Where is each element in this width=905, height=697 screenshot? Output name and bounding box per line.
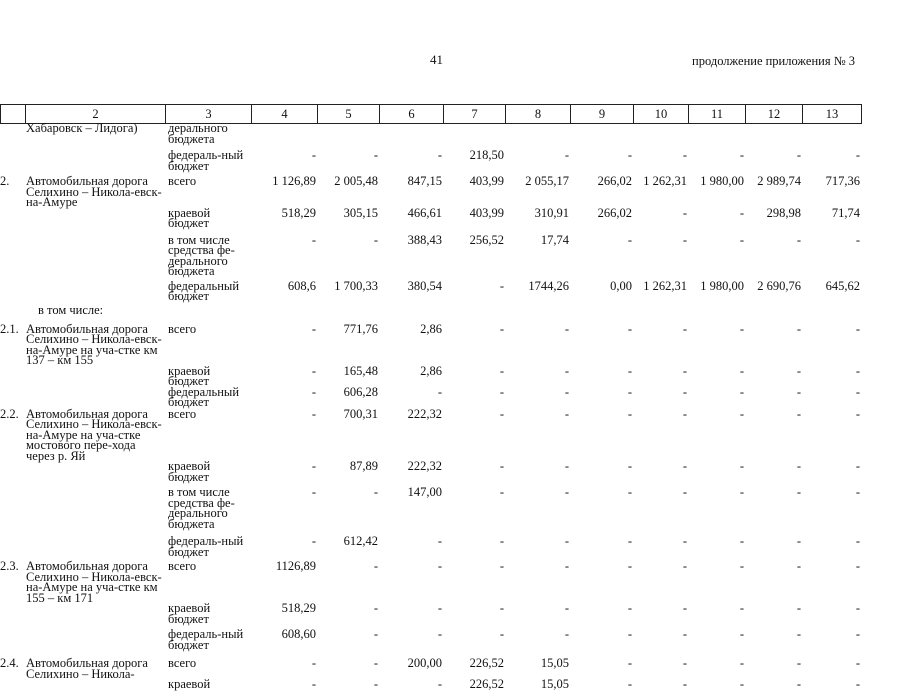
funding-source: краевой бюджет [168,363,211,388]
value-cell: - [682,559,687,573]
object-name [25,629,166,658]
object-name [25,487,166,536]
value-cell: - [373,485,378,499]
section-subheading-row [0,305,864,324]
value-cell: - [739,534,744,548]
row-number: 2.1. [0,321,19,336]
continuation-title: продолжение приложения № 3 [692,54,855,68]
value-cell: - [682,321,687,336]
column-header-6: 6 [380,105,444,124]
value-cell: - [627,459,632,473]
value-cell: 2 690,76 [757,278,801,293]
value-cell: 1 126,89 [272,174,316,188]
value-cell: 226,52 [469,656,504,670]
row-number [0,603,25,629]
value-cell: - [682,459,687,473]
funding-source: всего [168,656,197,670]
value-cell: - [437,384,442,399]
value-cell: - [682,406,687,421]
value-cell: 2,86 [420,321,442,336]
value-cell: - [564,406,569,421]
value-cell: - [311,232,316,247]
object-name: Автомобильная дорога Селихино – Никола-евск-на-Амуре [26,174,162,209]
value-cell: - [499,363,504,378]
value-cell: - [499,321,504,336]
value-cell: - [627,601,632,615]
row-number [0,387,25,409]
object-name: Автомобильная дорога Селихино – Никола-евск-на-Амуре на уча-стке км 155 – км 171 [26,559,162,605]
object-name [25,208,166,235]
value-cell: - [739,601,744,615]
value-cell: - [855,363,860,378]
value-cell: - [796,559,801,573]
subheading-text: в том числе: [38,302,104,317]
value-cell: - [437,677,442,691]
object-name [25,281,166,305]
value-cell: 15,05 [540,677,569,691]
value-cell: - [739,459,744,473]
value-cell: 305,15 [343,205,378,220]
column-header-3: 3 [166,105,252,124]
value-cell: - [499,485,504,499]
value-cell: - [373,148,378,162]
value-cell: - [739,148,744,162]
value-cell: - [796,321,801,336]
value-cell: - [682,656,687,670]
value-cell: 0,00 [610,278,632,293]
value-cell: - [311,384,316,399]
value-cell: - [739,321,744,336]
value-cell: - [627,627,632,641]
column-header-1 [1,105,26,124]
value-cell: - [739,559,744,573]
table-row [0,324,864,366]
row-number [0,150,25,176]
table-row [0,281,864,305]
table-row [0,658,864,679]
value-cell: - [855,656,860,670]
value-cell: - [855,406,860,421]
value-cell: - [855,559,860,573]
value-cell: - [796,485,801,499]
funding-source: всего [168,174,197,188]
value-cell: - [311,321,316,336]
value-cell: 2 989,74 [757,174,801,188]
value-cell: 717,36 [825,174,860,188]
row-number [0,629,25,658]
value-cell: - [437,601,442,615]
object-name: Хабаровск – Лидога) [26,121,138,135]
value-cell: 1126,89 [275,559,316,573]
value-cell: - [855,321,860,336]
value-cell [508,123,573,150]
table-row [0,208,864,235]
value-cell: 1 262,31 [643,278,687,293]
value-cell: - [499,384,504,399]
value-cell: - [627,406,632,421]
row-number [0,366,25,387]
value-cell: - [739,677,744,691]
table-row [0,536,864,561]
value-cell: - [855,148,860,162]
table-row [0,176,864,208]
value-cell: - [564,627,569,641]
funding-source: федеральный бюджет [168,278,240,303]
object-name: Автомобильная дорога Селихино – Никола- [26,656,148,681]
value-cell: 1 980,00 [700,278,744,293]
value-cell: - [739,205,744,220]
value-cell: 612,42 [343,534,378,548]
value-cell: 2 055,17 [525,174,569,188]
value-cell: - [855,384,860,399]
value-cell: - [796,232,801,247]
value-cell: 266,02 [597,205,632,220]
value-cell: 1 262,31 [643,174,687,188]
value-cell: 606,28 [343,384,378,399]
value-cell: - [682,677,687,691]
value-cell: - [564,321,569,336]
funding-source: федераль-ный бюджет [168,627,244,652]
value-cell: - [564,601,569,615]
funding-source: краевой бюджет [168,601,211,626]
funding-source: всего [168,406,197,421]
funding-source: в том числе средства фе-дерального бюджета [168,232,235,278]
table-row [0,679,864,697]
value-cell: 298,98 [766,205,801,220]
value-cell: - [311,534,316,548]
value-cell: 1 700,33 [334,278,378,293]
funding-source: всего [168,321,197,336]
column-header-4: 4 [252,105,318,124]
value-cell: - [796,656,801,670]
value-cell: 226,52 [469,677,504,691]
object-name [25,235,166,281]
value-cell: - [796,677,801,691]
value-cell: 310,91 [534,205,569,220]
row-number [0,235,25,281]
funding-source: краевой [168,677,211,691]
table-row [0,461,864,487]
value-cell: 771,76 [343,321,378,336]
value-cell: - [311,406,316,421]
value-cell: - [796,601,801,615]
value-cell: 147,00 [407,485,442,499]
value-cell: 466,61 [407,205,442,220]
value-cell: 17,74 [540,232,569,247]
value-cell: - [311,677,316,691]
value-cell: - [796,148,801,162]
value-cell: 87,89 [349,459,378,473]
value-cell: - [682,363,687,378]
value-cell: - [627,485,632,499]
column-header-11: 11 [689,105,746,124]
value-cell: - [682,485,687,499]
value-cell: - [311,656,316,670]
value-cell: - [739,656,744,670]
object-name [25,150,166,176]
value-cell: 518,29 [281,205,316,220]
value-cell: - [855,534,860,548]
value-cell: - [499,534,504,548]
table-row [0,629,864,658]
value-cell: - [739,485,744,499]
value-cell: - [739,363,744,378]
object-name [25,366,166,387]
row-number [0,679,25,697]
value-cell: - [739,627,744,641]
value-cell: - [373,656,378,670]
column-header-9: 9 [571,105,634,124]
value-cell: 71,74 [831,205,860,220]
value-cell: - [739,406,744,421]
value-cell: - [855,627,860,641]
value-cell: - [855,677,860,691]
value-cell: - [796,459,801,473]
value-cell: - [682,384,687,399]
object-name [25,679,166,697]
value-cell: - [373,601,378,615]
budget-table [0,123,864,697]
value-cell: - [499,601,504,615]
value-cell: - [311,363,316,378]
value-cell [748,123,805,150]
column-header-13: 13 [803,105,862,124]
value-cell: - [682,205,687,220]
value-cell: - [311,485,316,499]
row-number: 2.3. [0,559,19,573]
value-cell: 645,62 [825,278,860,293]
object-name: Автомобильная дорога Селихино – Никола-евск-на-Амуре на уча-стке мостового пере-хода через р. Яй [26,406,162,463]
value-cell: - [437,534,442,548]
value-cell: - [499,627,504,641]
value-cell: - [437,627,442,641]
funding-source: федераль-ный бюджет [168,148,244,173]
value-cell: 15,05 [540,656,569,670]
value-cell: 380,54 [407,278,442,293]
value-cell: - [739,232,744,247]
value-cell: - [437,148,442,162]
funding-source: федеральный бюджет [168,384,240,409]
value-cell: - [682,601,687,615]
row-number [0,536,25,561]
value-cell: - [796,363,801,378]
value-cell: - [373,232,378,247]
value-cell: - [855,485,860,499]
funding-source: федераль-ный бюджет [168,534,244,559]
value-cell: - [627,232,632,247]
value-cell: - [855,459,860,473]
column-header-10: 10 [634,105,689,124]
row-number [0,281,25,305]
value-cell: - [373,677,378,691]
value-cell: 266,02 [597,174,632,188]
value-cell: - [627,534,632,548]
object-name: Автомобильная дорога Селихино – Никола-евск-на-Амуре на уча-стке км 137 – км 155 [26,321,162,367]
value-cell [382,123,446,150]
value-cell: - [564,363,569,378]
row-number [0,123,25,150]
object-name [25,603,166,629]
value-cell: - [564,459,569,473]
value-cell: 256,52 [469,232,504,247]
value-cell: - [499,406,504,421]
value-cell: - [311,148,316,162]
value-cell: 608,60 [281,627,316,641]
value-cell: - [796,534,801,548]
page-number: 41 [430,52,443,67]
column-header-5: 5 [318,105,380,124]
value-cell: - [627,677,632,691]
funding-source: всего [168,559,197,573]
value-cell: 2,86 [420,363,442,378]
table-row [0,123,864,150]
column-header-12: 12 [746,105,803,124]
object-name [25,461,166,487]
value-cell: - [855,232,860,247]
column-header-2: 2 [26,105,166,124]
value-cell: 2 005,48 [334,174,378,188]
value-cell: - [682,148,687,162]
value-cell: 388,43 [407,232,442,247]
value-cell: 1744,26 [528,278,569,293]
value-cell: - [499,559,504,573]
value-cell: 403,99 [469,205,504,220]
table-row [0,366,864,387]
table-row [0,150,864,176]
row-number: 2. [0,174,10,188]
value-cell: 1 980,00 [700,174,744,188]
value-cell: 200,00 [407,656,442,670]
value-cell [573,123,636,150]
value-cell: - [627,363,632,378]
value-cell: - [499,459,504,473]
value-cell: - [627,321,632,336]
row-number [0,208,25,235]
funding-source: краевой бюджет [168,459,211,484]
value-cell: 403,99 [469,174,504,188]
value-cell: - [437,559,442,573]
row-number [0,461,25,487]
table-row [0,387,864,409]
value-cell: - [796,627,801,641]
table-row [0,561,864,603]
value-cell: - [564,559,569,573]
value-cell: - [564,485,569,499]
column-header-8: 8 [506,105,571,124]
value-cell: - [682,232,687,247]
value-cell: - [682,627,687,641]
value-cell: 222,32 [407,406,442,421]
row-number [0,487,25,536]
row-number: 2.4. [0,656,19,670]
value-cell [446,123,508,150]
value-cell: - [682,534,687,548]
value-cell: - [739,384,744,399]
value-cell: - [796,406,801,421]
value-cell [805,123,864,150]
value-cell: 847,15 [407,174,442,188]
value-cell: - [627,559,632,573]
table-row [0,603,864,629]
row-number: 2.2. [0,406,19,421]
value-cell: - [564,534,569,548]
value-cell: - [855,601,860,615]
funding-source: в том числе средства фе-дерального бюджета [168,485,235,531]
funding-source: краевой бюджет [168,205,211,230]
value-cell [320,123,382,150]
value-cell: - [373,559,378,573]
value-cell: - [796,384,801,399]
value-cell [254,123,320,150]
table-row [0,235,864,281]
value-cell [636,123,691,150]
value-cell: - [564,384,569,399]
table-row [0,487,864,536]
value-cell: - [311,459,316,473]
value-cell [691,123,748,150]
value-cell: 700,31 [343,406,378,421]
value-cell: - [564,148,569,162]
funding-source: дерального бюджета [168,121,228,146]
value-cell: 218,50 [469,148,504,162]
value-cell: 608,6 [287,278,316,293]
object-name [25,536,166,561]
value-cell: - [627,148,632,162]
value-cell: 165,48 [343,363,378,378]
object-name [25,387,166,409]
value-cell: - [373,627,378,641]
column-header-7: 7 [444,105,506,124]
value-cell: 222,32 [407,459,442,473]
table-row [0,409,864,462]
value-cell: - [627,656,632,670]
value-cell: 518,29 [281,601,316,615]
value-cell: - [499,278,504,293]
value-cell: - [627,384,632,399]
